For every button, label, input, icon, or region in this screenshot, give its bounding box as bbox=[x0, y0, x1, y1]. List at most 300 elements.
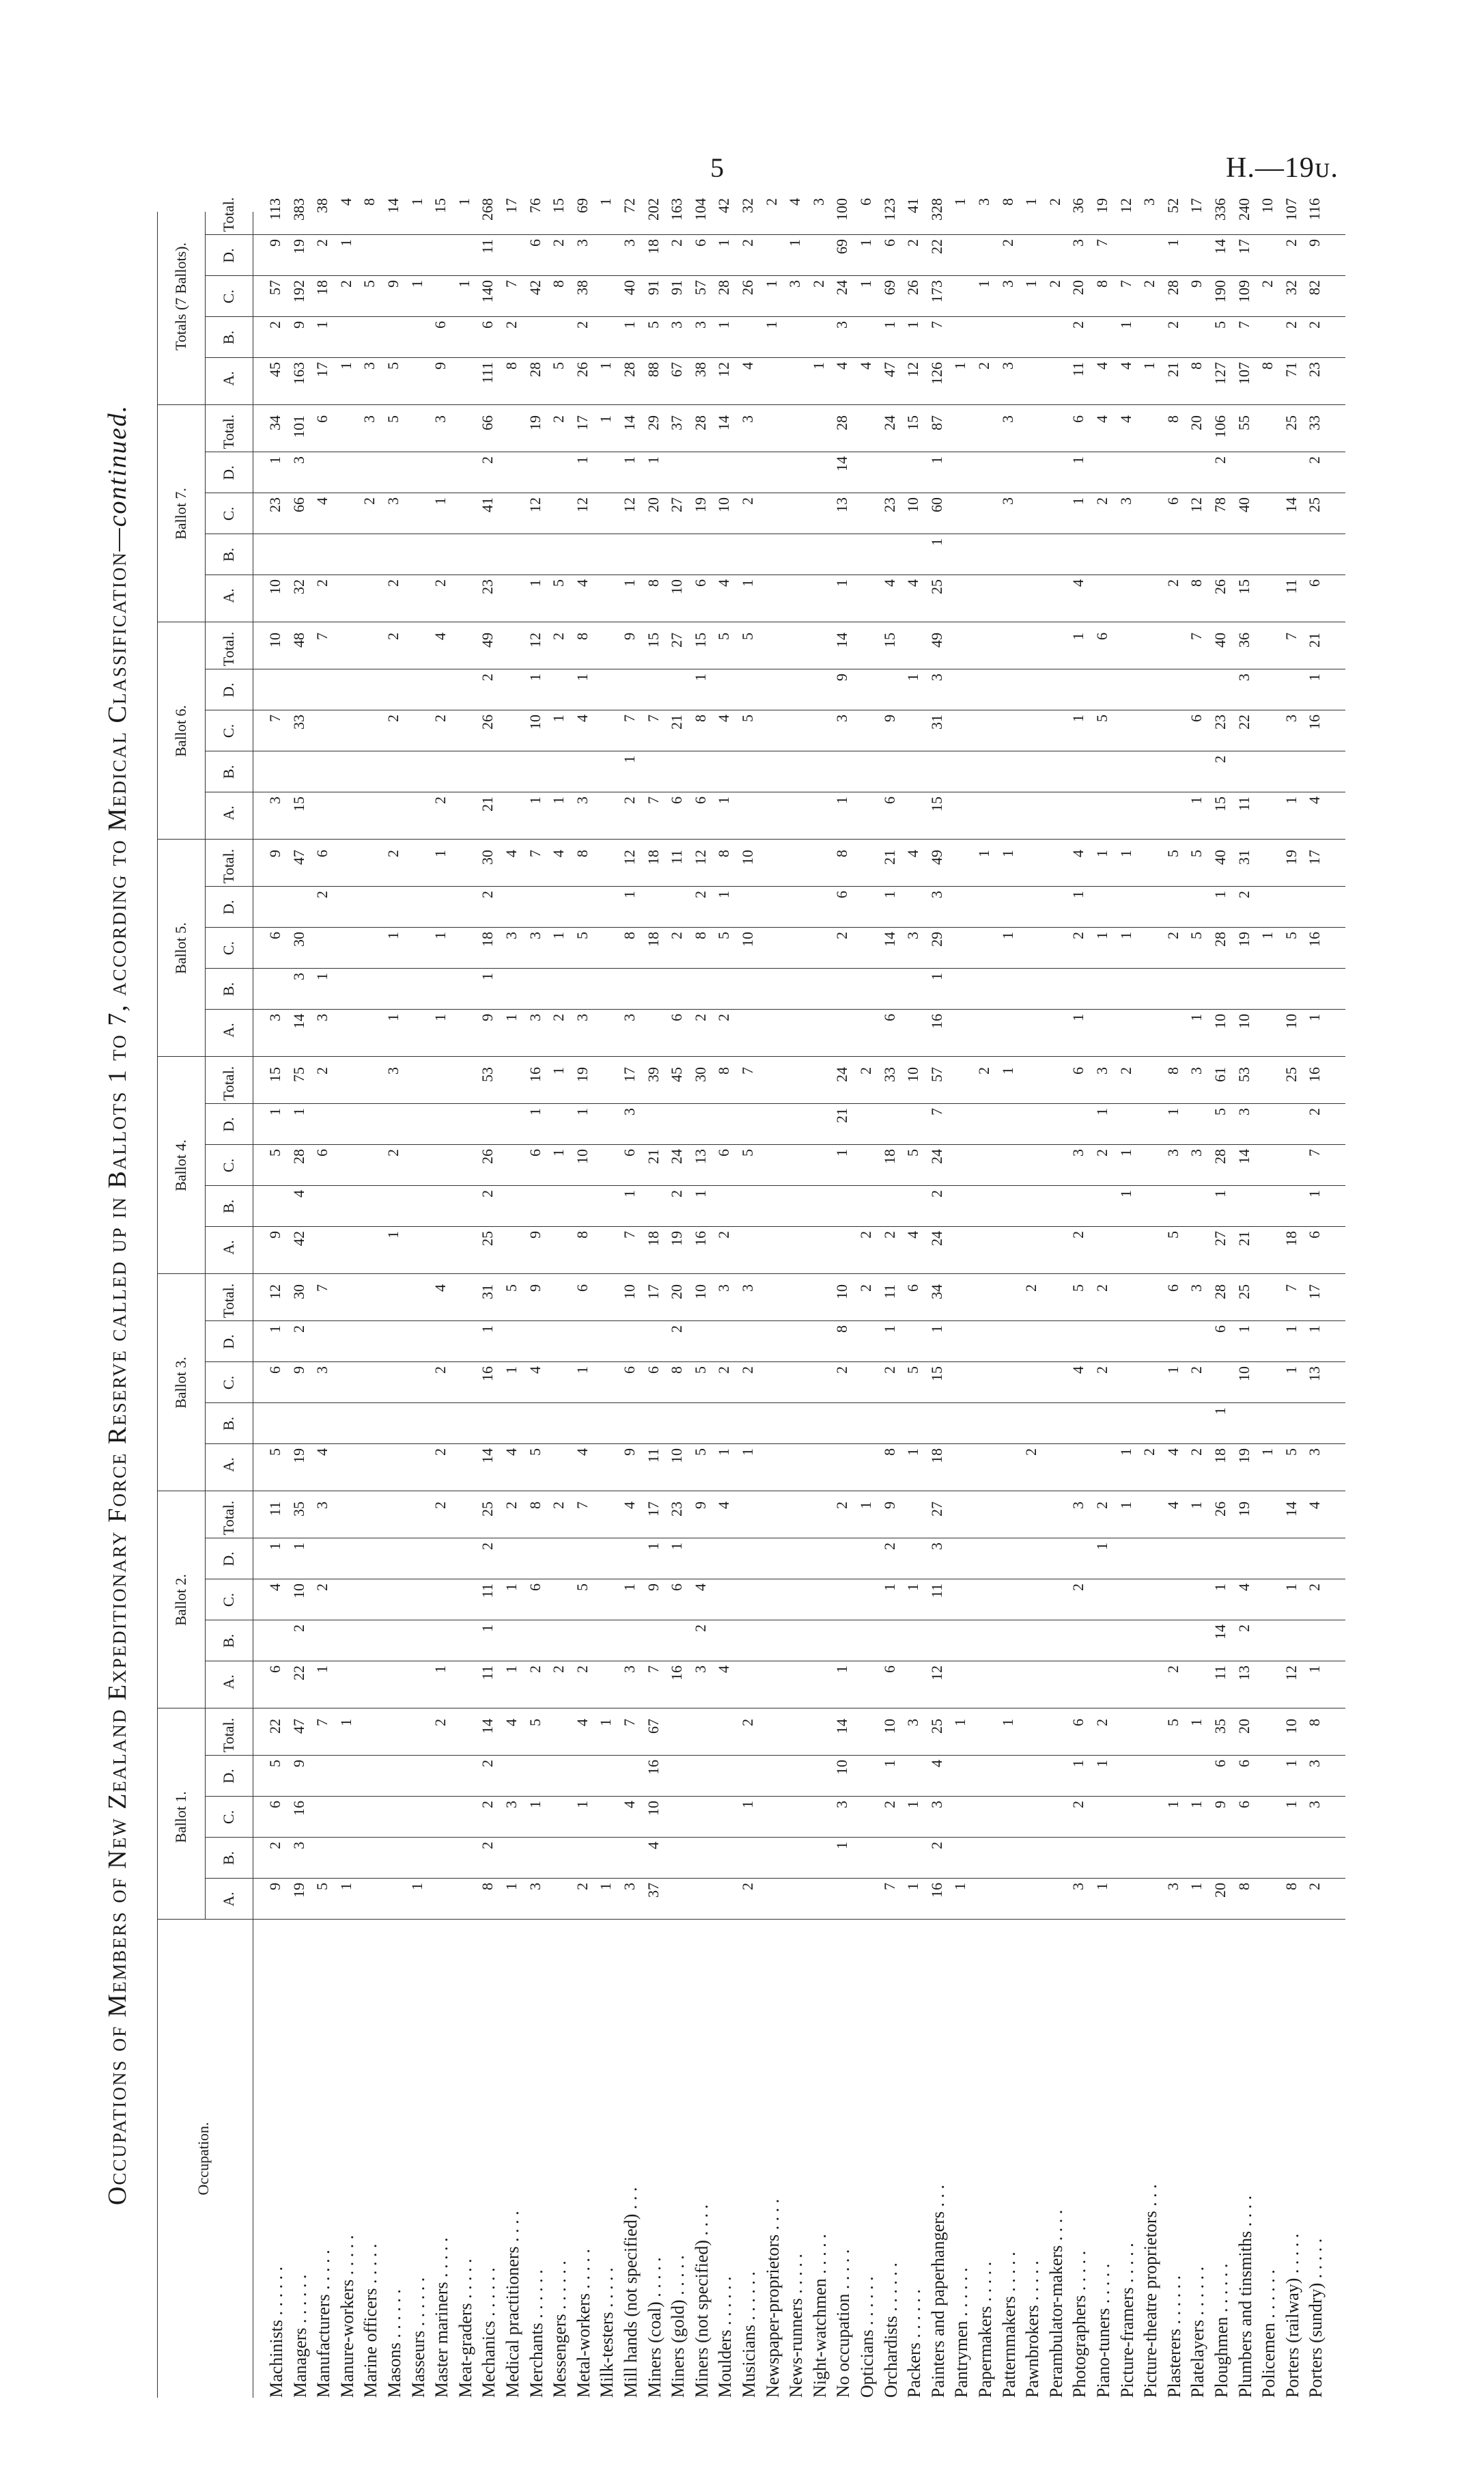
ballot-group-header: Ballot 1. bbox=[172, 1791, 189, 1843]
occupation-label: Plasterers . . . . . . bbox=[1164, 2275, 1184, 2398]
table-cell: 4 bbox=[550, 850, 568, 857]
table-cell: 66 bbox=[290, 497, 307, 512]
table-cell: 2 bbox=[975, 1067, 992, 1075]
page-number: 5 bbox=[710, 152, 724, 183]
totals-cell: 1 bbox=[951, 362, 969, 370]
subcolumn-header: D. bbox=[220, 465, 237, 480]
table-cell: 13 bbox=[1235, 1665, 1252, 1680]
table-cell: 3 bbox=[313, 1366, 331, 1374]
totals-cell: 21 bbox=[1164, 362, 1181, 377]
table-cell: 4 bbox=[1164, 1502, 1181, 1509]
table-cell: 17 bbox=[621, 1067, 638, 1082]
occupation-label: Plumbers and tinsmiths . . . . bbox=[1235, 2195, 1255, 2398]
totals-cell: 113 bbox=[266, 198, 283, 221]
table-cell: 24 bbox=[668, 1149, 686, 1164]
table-cell: 5 bbox=[1188, 850, 1205, 857]
totals-cell: 1 bbox=[337, 239, 354, 247]
totals-cell: 1 bbox=[1164, 239, 1181, 247]
table-cell: 2 bbox=[739, 1366, 756, 1374]
table-cell: 1 bbox=[290, 1108, 307, 1116]
table-title-main: Occupations of Members of New Zealand Expeditionary Force Reserve called up in Ballots 1 to 7, according to Medical Classification bbox=[103, 551, 132, 2206]
table-cell: 10 bbox=[644, 1801, 662, 1816]
table-cell: 1 bbox=[1069, 1760, 1087, 1767]
occupation-label: Moulders . . . . . . bbox=[715, 2276, 736, 2398]
table-cell: 2 bbox=[573, 1665, 591, 1673]
table-cell: 1 bbox=[621, 1583, 638, 1591]
table-cell: 2 bbox=[1188, 1366, 1205, 1374]
totals-cell: 2 bbox=[998, 239, 1016, 247]
table-cell: 34 bbox=[927, 1284, 945, 1299]
table-cell: 57 bbox=[927, 1067, 945, 1082]
table-cell: 7 bbox=[644, 797, 662, 804]
totals-cell: 2 bbox=[904, 239, 922, 247]
totals-cell: 5 bbox=[644, 321, 662, 329]
table-cell: 2 bbox=[833, 1366, 851, 1374]
totals-cell: 69 bbox=[880, 280, 898, 295]
table-cell: 25 bbox=[1306, 497, 1324, 512]
totals-cell: 190 bbox=[1212, 280, 1229, 303]
subcolumn-header: D. bbox=[220, 1769, 237, 1784]
table-cell: 2 bbox=[432, 1719, 449, 1726]
table-cell: 3 bbox=[503, 932, 520, 939]
table-cell: 28 bbox=[1212, 932, 1229, 947]
table-cell: 18 bbox=[644, 1231, 662, 1246]
totals-cell: 3 bbox=[621, 239, 638, 247]
table-cell: 2 bbox=[432, 579, 449, 587]
table-cell: 1 bbox=[1188, 1014, 1205, 1021]
occupation-label: Masons . . . . . . bbox=[384, 2289, 404, 2398]
totals-cell: 2 bbox=[762, 198, 780, 206]
table-cell: 19 bbox=[1235, 932, 1252, 947]
totals-cell: 4 bbox=[337, 198, 354, 206]
table-cell: 6 bbox=[526, 1583, 544, 1591]
table-cell: 5 bbox=[739, 715, 756, 722]
totals-cell: 17 bbox=[1235, 239, 1252, 254]
table-cell: 1 bbox=[904, 1801, 922, 1808]
subcolumn-rule bbox=[205, 1837, 1345, 1838]
table-cell: 3 bbox=[1164, 1149, 1181, 1157]
table-cell: 11 bbox=[479, 1583, 496, 1599]
table-cell: 6 bbox=[644, 1366, 662, 1374]
totals-cell: 3 bbox=[998, 280, 1016, 288]
table-cell: 27 bbox=[1212, 1231, 1229, 1246]
table-cell: 3 bbox=[739, 1284, 756, 1292]
table-cell: 5 bbox=[573, 932, 591, 939]
totals-cell: 6 bbox=[432, 321, 449, 329]
table-cell: 24 bbox=[880, 415, 898, 430]
table-cell: 5 bbox=[526, 1448, 544, 1456]
totals-cell: 8 bbox=[550, 280, 568, 288]
table-cell: 2 bbox=[1093, 1502, 1110, 1509]
table-cell: 4 bbox=[880, 579, 898, 587]
table-cell: 5 bbox=[526, 1719, 544, 1726]
table-cell: 2 bbox=[739, 1883, 756, 1890]
table-cell: 1 bbox=[384, 932, 402, 939]
occupation-label: Managers . . . . . . bbox=[290, 2274, 310, 2398]
totals-cell: 18 bbox=[644, 239, 662, 254]
table-cell: 19 bbox=[290, 1883, 307, 1898]
totals-cell: 2 bbox=[1164, 321, 1181, 329]
table-cell: 1 bbox=[1188, 797, 1205, 804]
totals-cell: 2 bbox=[1306, 321, 1324, 329]
totals-cell: 71 bbox=[1282, 362, 1300, 377]
totals-cell: 127 bbox=[1212, 362, 1229, 385]
table-cell: 9 bbox=[266, 1883, 283, 1890]
table-cell: 11 bbox=[668, 850, 686, 865]
subcolumn-rule bbox=[205, 1226, 1345, 1227]
table-cell: 21 bbox=[880, 850, 898, 865]
table-cell: 2 bbox=[313, 1583, 331, 1591]
table-cell: 1 bbox=[313, 1665, 331, 1673]
table-cell: 25 bbox=[927, 1719, 945, 1734]
table-cell: 53 bbox=[1235, 1067, 1252, 1082]
subcolumn-header: C. bbox=[220, 289, 237, 304]
occupation-label: Ploughmen . . . . . . bbox=[1212, 2263, 1231, 2398]
totals-cell: 57 bbox=[266, 280, 283, 295]
table-cell: 16 bbox=[644, 1760, 662, 1775]
table-cell: 4 bbox=[904, 579, 922, 587]
table-cell: 1 bbox=[998, 1719, 1016, 1726]
table-cell: 14 bbox=[479, 1448, 496, 1463]
table-cell: 5 bbox=[715, 633, 733, 640]
occupation-label: Photographers . . . . . bbox=[1069, 2250, 1090, 2398]
table-cell: 6 bbox=[266, 1801, 283, 1808]
totals-cell: 1 bbox=[857, 239, 874, 247]
table-cell: 3 bbox=[313, 1502, 331, 1509]
totals-cell: 32 bbox=[739, 198, 756, 213]
table-cell: 1 bbox=[691, 674, 709, 681]
table-cell: 1 bbox=[904, 1583, 922, 1591]
table-cell: 14 bbox=[715, 415, 733, 430]
totals-cell: 5 bbox=[361, 280, 378, 288]
table-cell: 21 bbox=[479, 797, 496, 812]
table-cell: 2 bbox=[1164, 932, 1181, 939]
table-cell: 3 bbox=[1306, 1760, 1324, 1767]
totals-cell: 268 bbox=[479, 198, 496, 221]
table-cell: 14 bbox=[621, 415, 638, 430]
totals-cell: 173 bbox=[927, 280, 945, 303]
totals-cell: 1 bbox=[1022, 280, 1040, 288]
table-cell: 6 bbox=[266, 1665, 283, 1673]
subcolumn-rule bbox=[205, 1755, 1345, 1756]
table-cell: 28 bbox=[290, 1149, 307, 1164]
totals-cell: 2 bbox=[975, 362, 992, 370]
table-cell: 9 bbox=[621, 633, 638, 640]
table-cell: 2 bbox=[1188, 1448, 1205, 1456]
subcolumn-header: D. bbox=[220, 1117, 237, 1132]
occupation-header: Occupation. bbox=[195, 2122, 212, 2196]
table-cell: 2 bbox=[880, 1231, 898, 1238]
table-cell: 1 bbox=[833, 1665, 851, 1673]
ballot-group-header: Ballot 3. bbox=[172, 1357, 189, 1409]
table-cell: 18 bbox=[479, 932, 496, 947]
table-cell: 1 bbox=[1306, 1325, 1324, 1333]
table-cell: 2 bbox=[432, 1366, 449, 1374]
totals-cell: 15 bbox=[432, 198, 449, 213]
occupation-label: Marine officers . . . . . bbox=[361, 2243, 381, 2398]
table-cell: 5 bbox=[904, 1149, 922, 1157]
table-cell: 49 bbox=[927, 633, 945, 648]
table-cell: 18 bbox=[1282, 1231, 1300, 1246]
table-cell: 2 bbox=[880, 1801, 898, 1808]
table-cell: 11 bbox=[644, 1448, 662, 1463]
table-cell: 2 bbox=[1306, 1108, 1324, 1116]
table-cell: 2 bbox=[715, 1366, 733, 1374]
table-cell: 4 bbox=[1093, 415, 1110, 423]
table-cell: 20 bbox=[668, 1284, 686, 1299]
table-cell: 3 bbox=[290, 1842, 307, 1849]
totals-cell: 2 bbox=[573, 321, 591, 329]
table-cell: 1 bbox=[1212, 891, 1229, 898]
table-cell: 26 bbox=[1212, 1502, 1229, 1517]
table-cell: 14 bbox=[880, 932, 898, 947]
table-cell: 18 bbox=[880, 1149, 898, 1164]
table-cell: 22 bbox=[266, 1719, 283, 1734]
table-cell: 1 bbox=[337, 1719, 354, 1726]
totals-cell: 72 bbox=[621, 198, 638, 213]
table-cell: 1 bbox=[1188, 1502, 1205, 1509]
table-cell: 6 bbox=[1093, 633, 1110, 640]
table-cell: 3 bbox=[1188, 1149, 1205, 1157]
occupation-label: Miners (not specified) . . . . bbox=[691, 2204, 712, 2398]
table-cell: 40 bbox=[1212, 633, 1229, 648]
table-cell: 2 bbox=[266, 1842, 283, 1849]
table-cell: 10 bbox=[1235, 1366, 1252, 1381]
table-cell: 5 bbox=[313, 1883, 331, 1890]
table-cell: 2 bbox=[550, 1014, 568, 1021]
totals-cell: 8 bbox=[1188, 362, 1205, 370]
table-cell: 1 bbox=[337, 1883, 354, 1890]
table-cell: 41 bbox=[479, 497, 496, 512]
table-cell: 3 bbox=[998, 497, 1016, 505]
totals-cell: 140 bbox=[479, 280, 496, 303]
table-cell: 15 bbox=[290, 797, 307, 812]
table-cell: 6 bbox=[880, 797, 898, 804]
occupation-label: Manufacturers . . . . . bbox=[313, 2250, 334, 2398]
table-cell: 1 bbox=[833, 1149, 851, 1157]
totals-cell: 19 bbox=[290, 239, 307, 254]
table-cell: 9 bbox=[266, 850, 283, 857]
subcolumn-header: Total. bbox=[220, 1717, 237, 1753]
table-cell: 30 bbox=[290, 1284, 307, 1299]
subcolumn-header: B. bbox=[220, 1199, 237, 1214]
table-cell: 2 bbox=[573, 1883, 591, 1890]
table-cell: 6 bbox=[313, 1149, 331, 1157]
table-cell: 23 bbox=[266, 497, 283, 512]
subcolumn-header: A. bbox=[220, 1674, 237, 1689]
table-cell: 14 bbox=[833, 633, 851, 648]
table-cell: 1 bbox=[739, 1801, 756, 1808]
subcolumn-rule bbox=[205, 1103, 1345, 1104]
totals-cell: 1 bbox=[715, 239, 733, 247]
subcolumn-header: C. bbox=[220, 506, 237, 521]
table-cell: 1 bbox=[573, 1366, 591, 1374]
occupation-label: Messengers . . . . . . bbox=[550, 2260, 570, 2398]
rotated-table-page bbox=[102, 197, 1366, 2398]
table-cell: 1 bbox=[573, 1801, 591, 1808]
table-cell: 1 bbox=[1212, 1190, 1229, 1198]
totals-cell: 82 bbox=[1306, 280, 1324, 295]
table-cell: 3 bbox=[503, 1801, 520, 1808]
table-cell: 11 bbox=[479, 1665, 496, 1680]
table-cell: 10 bbox=[880, 1719, 898, 1734]
table-cell: 1 bbox=[1117, 932, 1134, 939]
table-cell: 78 bbox=[1212, 497, 1229, 512]
table-cell: 2 bbox=[691, 891, 709, 898]
totals-cell: 28 bbox=[526, 362, 544, 377]
table-cell: 6 bbox=[833, 891, 851, 898]
subcolumn-header: A. bbox=[220, 588, 237, 603]
table-cell: 3 bbox=[927, 1542, 945, 1550]
table-cell: 2 bbox=[1212, 756, 1229, 763]
table-cell: 1 bbox=[384, 1231, 402, 1238]
table-cell: 35 bbox=[290, 1502, 307, 1517]
occupation-label: Master mariners . . . . . bbox=[432, 2237, 452, 2398]
totals-cell: 2 bbox=[668, 239, 686, 247]
table-cell: 22 bbox=[290, 1665, 307, 1680]
table-cell: 10 bbox=[1282, 1719, 1300, 1734]
table-cell: 2 bbox=[1093, 497, 1110, 505]
occupation-label: Piano-tuners . . . . . bbox=[1093, 2263, 1113, 2398]
table-cell: 5 bbox=[266, 1149, 283, 1157]
table-cell: 1 bbox=[503, 1014, 520, 1021]
table-cell: 75 bbox=[290, 1067, 307, 1082]
table-cell: 1 bbox=[1188, 1719, 1205, 1726]
subcolumn-header: C. bbox=[220, 1592, 237, 1607]
occupation-label: News-runners . . . . . bbox=[786, 2254, 807, 2398]
table-cell: 21 bbox=[1235, 1231, 1252, 1246]
table-cell: 1 bbox=[408, 1883, 425, 1890]
table-cell: 19 bbox=[290, 1448, 307, 1463]
table-cell: 6 bbox=[266, 1366, 283, 1374]
table-cell: 11 bbox=[1282, 579, 1300, 594]
table-cell: 19 bbox=[1282, 850, 1300, 865]
table-cell: 3 bbox=[290, 456, 307, 464]
table-cell: 2 bbox=[313, 1067, 331, 1075]
totals-cell: 91 bbox=[668, 280, 686, 295]
subcolumn-rule bbox=[205, 968, 1345, 969]
occupation-label: Milk-testers . . . . . bbox=[597, 2267, 617, 2398]
group-rule-vertical bbox=[157, 404, 1345, 405]
table-cell: 14 bbox=[1212, 1624, 1229, 1639]
table-cell: 17 bbox=[644, 1284, 662, 1299]
table-cell: 2 bbox=[668, 1325, 686, 1333]
totals-cell: 2 bbox=[337, 280, 354, 288]
table-cell: 12 bbox=[927, 1665, 945, 1680]
totals-cell: 6 bbox=[526, 239, 544, 247]
table-cell: 1 bbox=[573, 1108, 591, 1116]
table-cell: 6 bbox=[1306, 1231, 1324, 1238]
table-cell: 4 bbox=[691, 1583, 709, 1591]
table-cell: 9 bbox=[479, 1014, 496, 1021]
table-cell: 5 bbox=[691, 1366, 709, 1374]
table-cell: 19 bbox=[573, 1067, 591, 1082]
table-cell: 3 bbox=[290, 973, 307, 980]
subcolumn-header: C. bbox=[220, 941, 237, 956]
subcolumn-header: D. bbox=[220, 1551, 237, 1566]
table-cell: 3 bbox=[1188, 1067, 1205, 1075]
table-cell: 2 bbox=[1093, 1149, 1110, 1157]
table-cell: 31 bbox=[1235, 850, 1252, 865]
table-cell: 9 bbox=[290, 1366, 307, 1374]
table-cell: 6 bbox=[526, 1149, 544, 1157]
totals-cell: 38 bbox=[313, 198, 331, 213]
table-cell: 25 bbox=[479, 1231, 496, 1246]
table-cell: 1 bbox=[1235, 1325, 1252, 1333]
table-cell: 27 bbox=[668, 497, 686, 512]
table-cell: 7 bbox=[313, 1719, 331, 1726]
table-cell: 14 bbox=[1235, 1149, 1252, 1164]
table-cell: 7 bbox=[880, 1883, 898, 1890]
table-cell: 1 bbox=[266, 1542, 283, 1550]
table-cell: 1 bbox=[1117, 1502, 1134, 1509]
table-cell: 2 bbox=[1164, 1665, 1181, 1673]
subcolumn-header: B. bbox=[220, 1633, 237, 1648]
table-cell: 1 bbox=[1069, 891, 1087, 898]
table-cell: 5 bbox=[550, 579, 568, 587]
totals-cell: 1 bbox=[408, 280, 425, 288]
table-cell: 8 bbox=[479, 1883, 496, 1890]
table-cell: 3 bbox=[927, 891, 945, 898]
subcolumn-header: A. bbox=[220, 371, 237, 386]
table-cell: 47 bbox=[290, 1719, 307, 1734]
table-cell: 10 bbox=[833, 1760, 851, 1775]
table-cell: 87 bbox=[927, 415, 945, 430]
table-cell: 28 bbox=[1212, 1284, 1229, 1299]
table-cell: 1 bbox=[597, 1719, 615, 1726]
table-cell: 10 bbox=[266, 579, 283, 594]
table-cell: 13 bbox=[833, 497, 851, 512]
table-cell: 7 bbox=[1282, 633, 1300, 640]
table-cell: 4 bbox=[503, 1448, 520, 1456]
subcolumn-rule bbox=[205, 1878, 1345, 1879]
totals-cell: 1 bbox=[975, 280, 992, 288]
table-cell: 3 bbox=[998, 415, 1016, 423]
table-cell: 1 bbox=[644, 456, 662, 464]
table-cell: 2 bbox=[432, 797, 449, 804]
table-cell: 18 bbox=[644, 932, 662, 947]
totals-cell: 6 bbox=[880, 239, 898, 247]
table-cell: 2 bbox=[479, 1801, 496, 1808]
subcolumn-header: D. bbox=[220, 682, 237, 697]
table-cell: 2 bbox=[1140, 1448, 1158, 1456]
table-cell: 11 bbox=[1212, 1665, 1229, 1680]
subcolumn-header: D. bbox=[220, 1334, 237, 1349]
totals-cell: 36 bbox=[1069, 198, 1087, 213]
table-cell: 2 bbox=[479, 674, 496, 681]
table-cell: 3 bbox=[1069, 1149, 1087, 1157]
table-cell: 1 bbox=[904, 1448, 922, 1456]
table-cell: 1 bbox=[1259, 932, 1276, 939]
table-cell: 25 bbox=[1282, 415, 1300, 430]
table-cell: 2 bbox=[550, 1502, 568, 1509]
table-cell: 32 bbox=[290, 579, 307, 594]
totals-cell: 7 bbox=[1117, 280, 1134, 288]
totals-cell: 1 bbox=[597, 198, 615, 206]
totals-cell: 41 bbox=[904, 198, 922, 213]
occupation-label: Miners (gold) . . . . . bbox=[668, 2255, 688, 2398]
table-cell: 6 bbox=[621, 1366, 638, 1374]
table-cell: 1 bbox=[715, 1448, 733, 1456]
subcolumn-rule bbox=[205, 1185, 1345, 1186]
table-cell: 7 bbox=[313, 633, 331, 640]
table-cell: 16 bbox=[1306, 715, 1324, 730]
table-cell: 6 bbox=[1069, 1719, 1087, 1726]
table-cell: 2 bbox=[550, 1665, 568, 1673]
table-cell: 1 bbox=[833, 1842, 851, 1849]
totals-cell: 126 bbox=[927, 362, 945, 385]
table-cell: 3 bbox=[1282, 715, 1300, 722]
